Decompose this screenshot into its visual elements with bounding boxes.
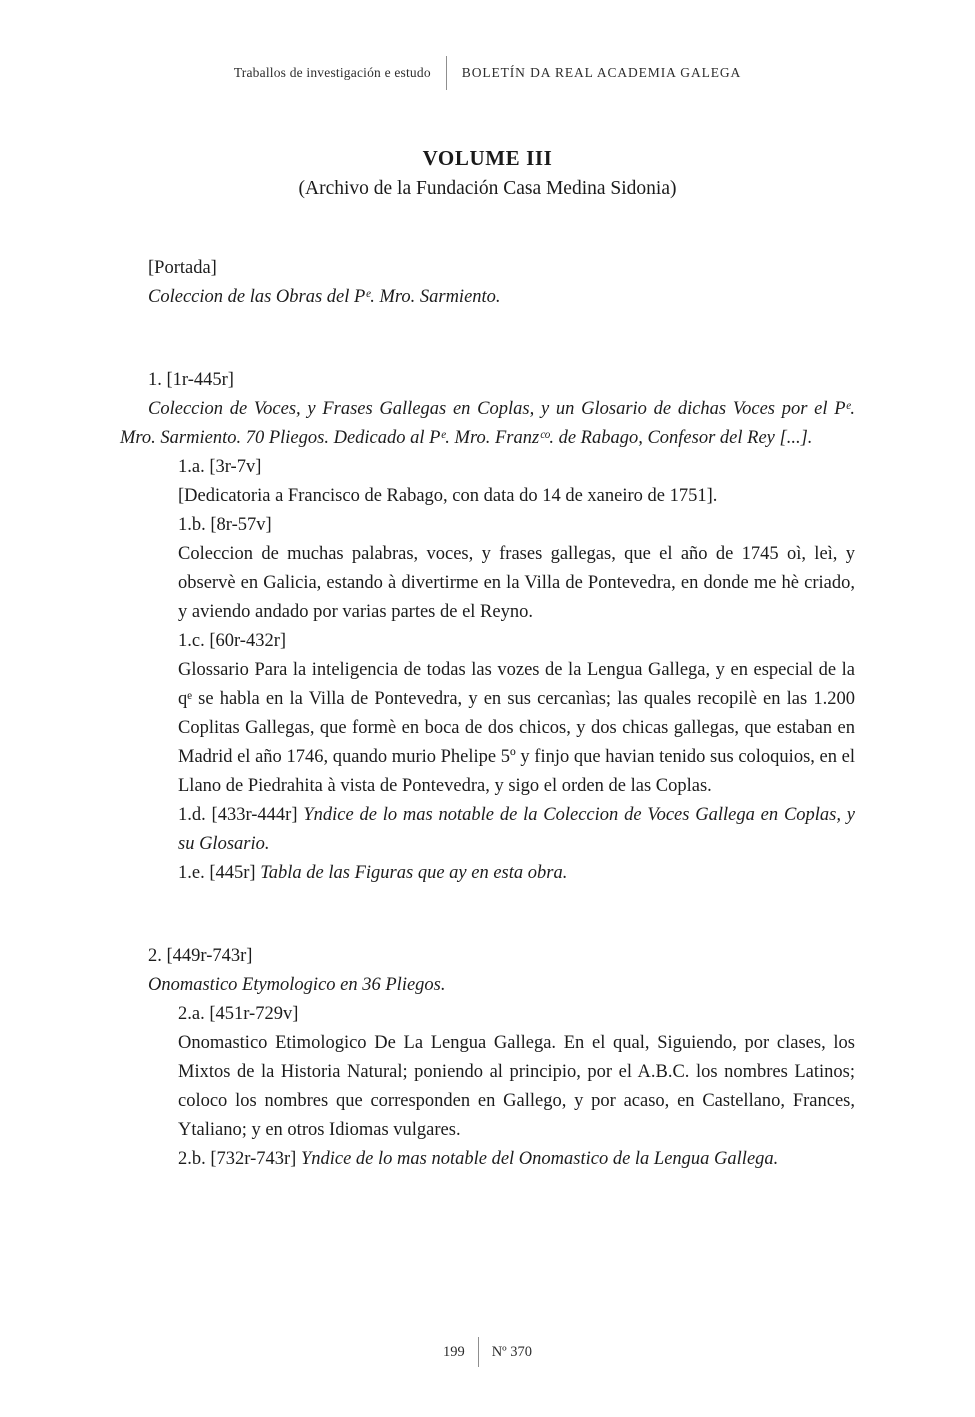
entry-1b-number: 1.b. [8r-57v] (178, 515, 272, 535)
volume-subtitle: (Archivo de la Fundación Casa Medina Sidonia) (298, 178, 677, 199)
entry-1e-text: Tabla de las Figuras que ay en esta obra. (260, 863, 568, 883)
entry-1b-text: Coleccion de muchas palabras, voces, y frases gallegas, que el año de 1745 oì, leì, y observè en Galicia, estando à divertirme en la Villa de Pontevedra, en donde me hè criado, y aviendo andado por varias partes de el Reyno. (178, 544, 855, 622)
page-header (0, 56, 975, 90)
entry-2a-number: 2.a. [451r-729v] (178, 1004, 299, 1024)
entry-1e (178, 859, 855, 888)
issue-number: Nº 370 (491, 1343, 533, 1360)
entry-1c-text: Glossario Para la inteligencia de todas las vozes de la Lengua Gallega, y en especial de la qᵉ se habla en la Villa de Pontevedra, y en sus cercanìas; las quales recopilè en las 1.200 Coplitas Gallegas, que formè en boca de dos chicos, y dos chicas gallegas, que estaban en Madrid el año 1746, quando murio Phelipe 5º y finjo que havian tenido sus coloquios, en el Llano de Piedrahita à vista de Pontevedra, y sigo el orden de las Coplas. (178, 660, 855, 796)
volume-title: VOLUME III (422, 146, 553, 170)
entry-1a-number: 1.a. [3r-7v] (178, 457, 262, 477)
entry-2b (178, 1145, 855, 1174)
page-body (120, 0, 855, 1174)
portada-text: Coleccion de las Obras del Pᵉ. Mro. Sarmiento. (148, 287, 501, 307)
entry-1d (178, 801, 855, 859)
entry-1-description: Coleccion de Voces, y Frases Gallegas en Coplas, y un Glosario de dichas Voces por el Pᵉ. Mro. Sarmiento. 70 Pliegos. Dedicado al Pᵉ. Mro. Franzᶜᵒ. de Rabago, Confesor del Rey [...]. (120, 399, 855, 448)
entry-1e-label: 1.e. [445r] (178, 863, 256, 883)
portada-label: [Portada] (148, 258, 217, 278)
entry-2b-label: 2.b. [732r-743r] (178, 1149, 297, 1169)
page-footer (0, 1337, 975, 1367)
entry-1-number: 1. [1r-445r] (148, 370, 234, 390)
entry-2b-text: Yndice de lo mas notable del Onomastico de la Lengua Gallega. (300, 1149, 779, 1169)
entry-1a-text: [Dedicatoria a Francisco de Rabago, con data do 14 de xaneiro de 1751]. (178, 486, 718, 506)
entry-2-description: Onomastico Etymologico en 36 Pliegos. (148, 975, 446, 995)
header-running-title: Traballos de investigación e estudo (233, 65, 431, 80)
entry-1d-text: Yndice de lo mas notable de la Coleccion de Voces Gallega en Coplas, y su Glosario. (178, 805, 856, 854)
catalog-content (120, 254, 855, 1174)
header-journal-title: BOLETÍN DA REAL ACADEMIA GALEGA (461, 65, 742, 80)
entry-2a-text: Onomastico Etimologico De La Lengua Gallega. En el qual, Siguiendo, por clases, los Mixtos de la Historia Natural; poniendo al principio, por el A.B.C. los nombres Latinos; coloco los nombres que corresponden en Gallego, y por acaso, en Castellano, Frances, Ytaliano; y en otros Idiomas vulgares. (178, 1033, 855, 1140)
entry-1d-label: 1.d. [433r-444r] (178, 805, 298, 825)
entry-1c-number: 1.c. [60r-432r] (178, 631, 287, 651)
page-number: 199 (442, 1343, 465, 1360)
entry-2-number: 2. [449r-743r] (148, 946, 253, 966)
